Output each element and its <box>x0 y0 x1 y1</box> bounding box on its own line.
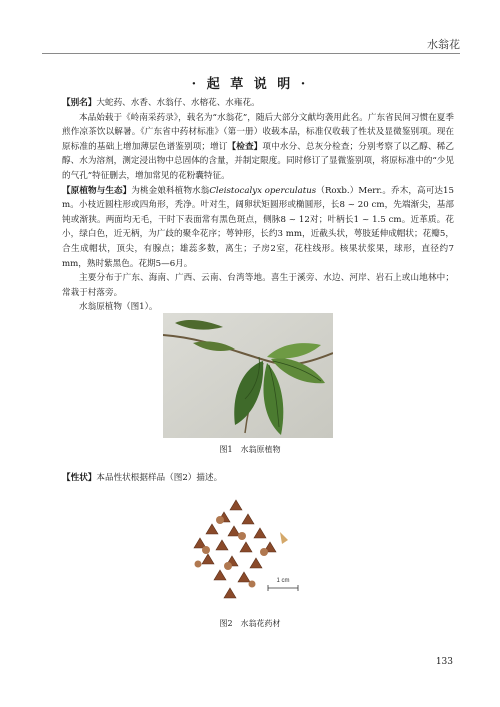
material-photo <box>176 492 306 610</box>
origin-paragraph <box>62 111 454 184</box>
figure-reference: 水翁原植物（图1）。 <box>79 302 158 313</box>
plant-paragraph <box>62 184 454 272</box>
check-label: 【检查】 <box>227 141 263 152</box>
running-header-title: 水翁花 <box>427 38 460 51</box>
figure1-caption: 图1 水翁原植物 <box>219 445 281 454</box>
alias-paragraph <box>62 96 454 111</box>
plant-photo <box>163 313 333 438</box>
page-number: 133 <box>435 657 453 667</box>
check-text: 项中水分、总灰分检查；分别考察了以乙醇、稀乙醇、水为溶剂，测定浸出物中总固体的含量，并制定限度。同时修订了显微鉴别项，将原标准中的“少见的气孔”特征删去，增加常见的花粉囊特征。 <box>62 141 454 181</box>
plant-photo-image <box>163 313 333 438</box>
flower-buds-image <box>176 492 306 610</box>
properties-paragraph <box>62 471 454 486</box>
monograph-text <box>62 96 454 315</box>
origin-text: 本品始载于《岭南采药录》，载名为“水翁花”，随后大部分文献均袭用此名。广东省民间习惯在夏季煎作凉茶饮以解暑。《广东省中药材标准》（第一册）收载本品，标准仅收载了性状及显微鉴别项。现在原标准的基础上增加薄层色谱鉴别项；增订 <box>62 112 454 152</box>
section-title: · 起 草 说 明 · <box>191 77 309 92</box>
scale-bar-label: 1 cm <box>276 578 290 584</box>
header-rule <box>42 53 460 54</box>
alias-label: 【别名】 <box>62 98 97 108</box>
plant-text-after-latin: （Roxb.）Merr.。乔木，高可达15 m。小枝近圆柱形或四角形，秃净。叶对生，阔卵状矩圆形或椭圆形，长8 ~ 20 cm，先端渐尖，基部钝或渐狭。两面均无毛，干时下表面常有黑色斑点，侧脉8 ~ 12对；叶柄长1 ~ 1.5 cm。近革质。花小，绿白色，近无柄，为广歧的聚伞花序；萼钟形，长约3 mm，近截头状，萼肢延伸成帽状；花瓣5，合生成帽状，顶尖，有腺点；雄蕊多数，离生；子房2室，花柱线形。核果状浆果，球形，直径约7 mm，熟时紫黑色。花期5—6月。 <box>62 185 454 269</box>
properties-text: 本品性状根据样品（图2）描述。 <box>96 473 223 483</box>
figure2-caption: 图2 水翁花药材 <box>219 619 281 628</box>
plant-text-before-latin: 为桃金娘科植物水翁 <box>131 185 210 196</box>
plant-label: 【原植物与生态】 <box>62 185 132 196</box>
properties-text <box>62 471 454 486</box>
distribution-paragraph: 主要分布于广东、海南、广西、云南、台湾等地。喜生于溪旁、水边、河岸、岩石上或山地林中；常栽于村落旁。 <box>62 273 454 298</box>
properties-label: 【性状】 <box>62 473 97 483</box>
plant-latin-name: Cleistocalyx operculatus <box>209 185 317 196</box>
alias-text: 大蛇药、水香、水翁仔、水榕花、水雍花。 <box>96 98 260 108</box>
